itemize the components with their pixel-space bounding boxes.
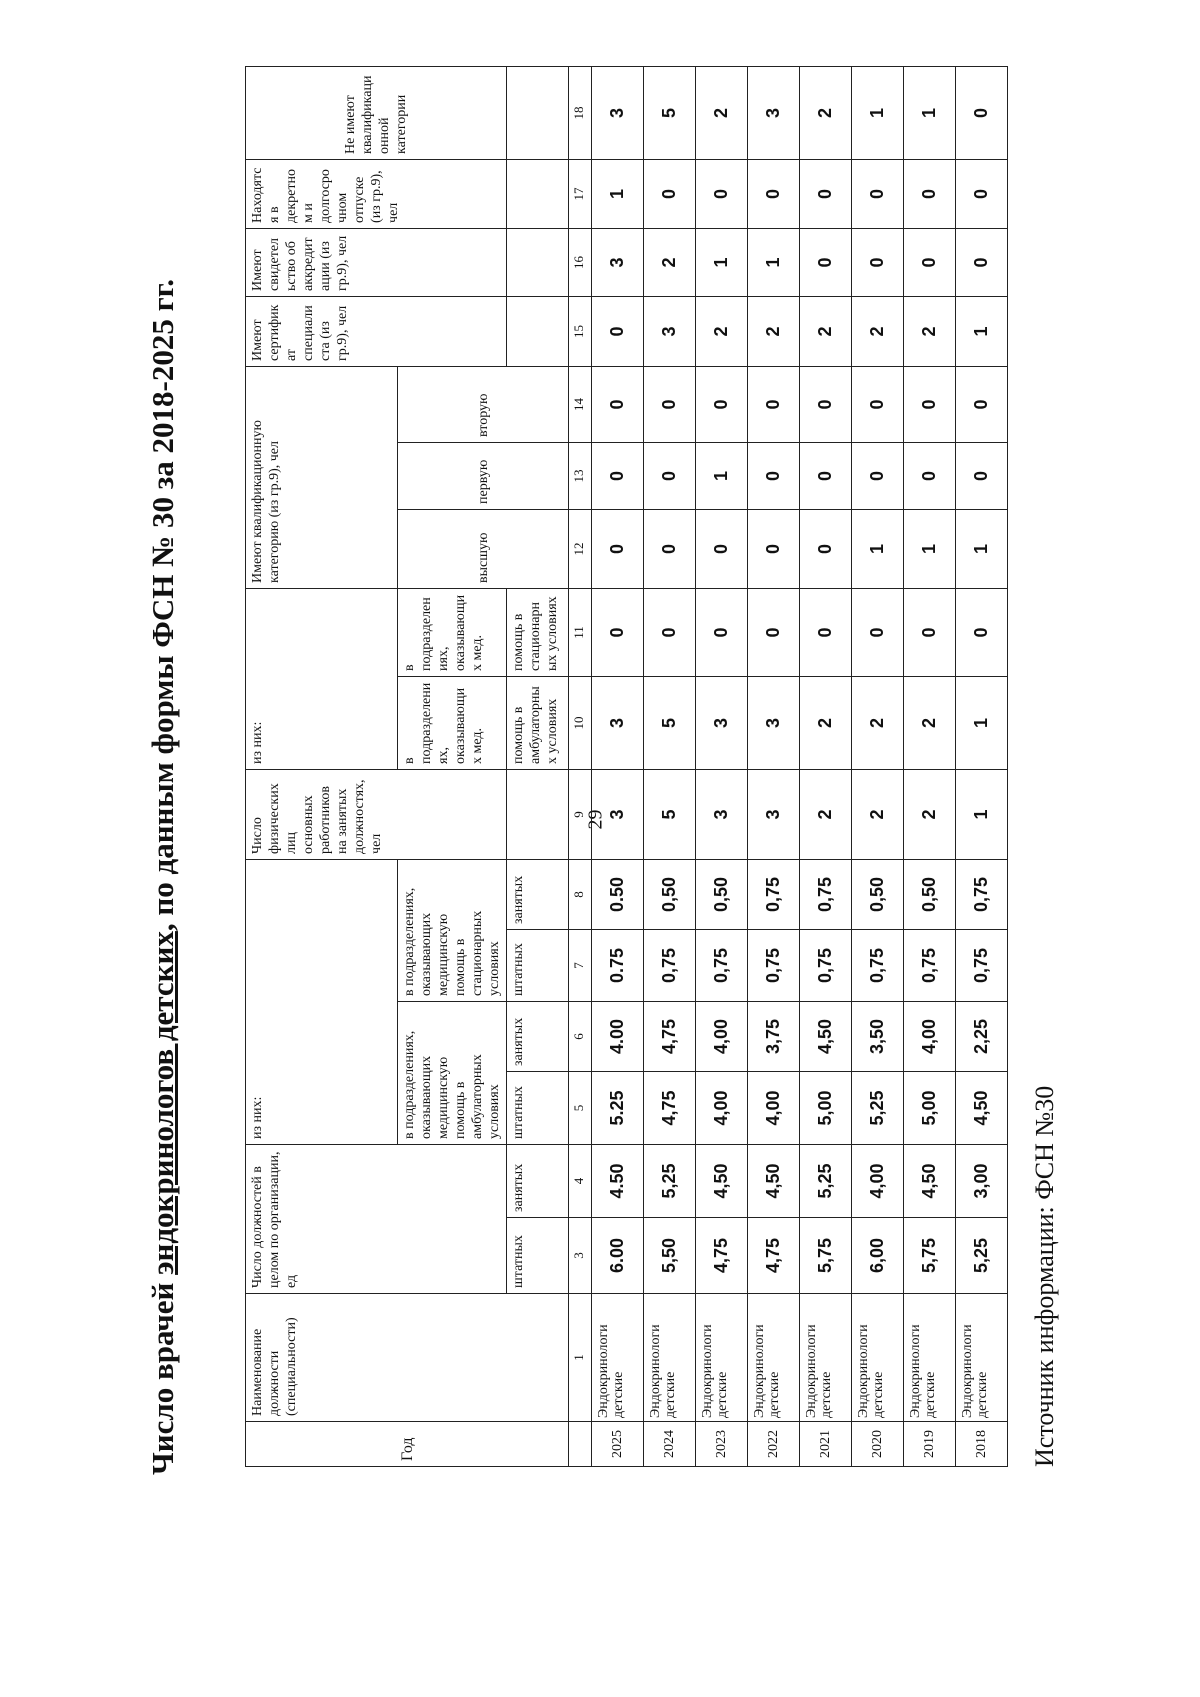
value-cell: 2 bbox=[644, 228, 696, 296]
value-cell: 0 bbox=[852, 366, 904, 442]
year-cell: 2018 bbox=[956, 1422, 1008, 1467]
value-cell: 1 bbox=[852, 509, 904, 588]
value-cell: 0,50 bbox=[696, 859, 748, 929]
column-number: 8 bbox=[569, 859, 592, 929]
value-cell: 5,00 bbox=[904, 1072, 956, 1145]
value-cell: 5,00 bbox=[800, 1072, 852, 1145]
header-of-them: из них: bbox=[246, 859, 398, 1144]
value-cell: 0,75 bbox=[800, 859, 852, 929]
value-cell: 0 bbox=[696, 159, 748, 228]
value-cell: 1 bbox=[696, 442, 748, 509]
value-cell: 0,75 bbox=[956, 930, 1008, 1002]
value-cell: 0,75 bbox=[956, 859, 1008, 929]
value-cell: 1 bbox=[904, 509, 956, 588]
value-cell: 0 bbox=[800, 228, 852, 296]
column-number: 4 bbox=[569, 1145, 592, 1218]
value-cell: 1 bbox=[956, 676, 1008, 769]
header-individuals-blank bbox=[507, 769, 569, 859]
value-cell: 0 bbox=[644, 159, 696, 228]
header-outpatient-units: в подразделениях, оказывающих медицинскую помощь в амбулаторных условиях bbox=[398, 1002, 507, 1145]
table-row bbox=[748, 66, 800, 1466]
header-certificate-blank bbox=[507, 296, 569, 366]
value-cell: 3 bbox=[748, 66, 800, 159]
header-leave-blank bbox=[507, 159, 569, 228]
column-number: 9 bbox=[569, 769, 592, 859]
specialty-cell: Эндокринологи детские bbox=[800, 1294, 852, 1422]
header-second: вторую bbox=[398, 366, 569, 442]
value-cell: 1 bbox=[696, 228, 748, 296]
column-number: 7 bbox=[569, 930, 592, 1002]
header-qualification: Имеют квалификационную категорию (из гр.9), чел bbox=[246, 366, 398, 588]
year-cell: 2023 bbox=[696, 1422, 748, 1467]
value-cell: 1 bbox=[956, 509, 1008, 588]
value-cell: 0 bbox=[644, 588, 696, 676]
column-number: 13 bbox=[569, 442, 592, 509]
header-outpatient-help: помощь в амбулаторных условиях bbox=[507, 676, 569, 769]
value-cell: 0 bbox=[696, 509, 748, 588]
value-cell: 0 bbox=[592, 366, 644, 442]
header-highest: высшую bbox=[398, 509, 569, 588]
value-cell: 0,50 bbox=[644, 859, 696, 929]
value-cell: 2,25 bbox=[956, 1002, 1008, 1072]
header-first: первую bbox=[398, 442, 569, 509]
value-cell: 0.50 bbox=[592, 859, 644, 929]
value-cell: 0,50 bbox=[904, 859, 956, 929]
header-staff-1: штатных bbox=[507, 1218, 569, 1294]
value-cell: 5,25 bbox=[956, 1218, 1008, 1294]
year-cell: 2024 bbox=[644, 1422, 696, 1467]
column-number: 3 bbox=[569, 1218, 592, 1294]
value-cell: 1 bbox=[592, 159, 644, 228]
value-cell: 0 bbox=[852, 588, 904, 676]
value-cell: 0 bbox=[800, 588, 852, 676]
table-row bbox=[852, 66, 904, 1466]
value-cell: 0 bbox=[644, 366, 696, 442]
value-cell: 5,50 bbox=[644, 1218, 696, 1294]
value-cell: 3 bbox=[592, 228, 644, 296]
header-no-category-blank bbox=[507, 66, 569, 159]
value-cell: 0 bbox=[748, 509, 800, 588]
value-cell: 0 bbox=[748, 442, 800, 509]
value-cell: 0 bbox=[852, 442, 904, 509]
header-in-units-2: в подразделениях, оказывающих мед. bbox=[398, 588, 507, 676]
value-cell: 5 bbox=[644, 769, 696, 859]
header-leave: Находятся в декретном и долгосрочном отпуске (из гр.9), чел bbox=[246, 159, 507, 228]
page-title bbox=[145, 167, 181, 1587]
header-year: Год bbox=[246, 1422, 569, 1467]
value-cell: 4,50 bbox=[696, 1145, 748, 1218]
value-cell: 0 bbox=[800, 509, 852, 588]
value-cell: 1 bbox=[748, 228, 800, 296]
value-cell: 2 bbox=[696, 296, 748, 366]
header-occupied-2: занятых bbox=[507, 1002, 569, 1072]
value-cell: 3 bbox=[592, 676, 644, 769]
header-in-units-1: в подразделениях, оказывающих мед. bbox=[398, 676, 507, 769]
column-number: 18 bbox=[569, 66, 592, 159]
header-certificate: Имеют сертификат специалиста (из гр.9), чел bbox=[246, 296, 507, 366]
value-cell: 5,25 bbox=[852, 1072, 904, 1145]
value-cell: 0 bbox=[956, 228, 1008, 296]
data-table bbox=[245, 66, 1008, 1467]
value-cell: 0 bbox=[904, 366, 956, 442]
value-cell: 0 bbox=[592, 442, 644, 509]
column-number: 11 bbox=[569, 588, 592, 676]
value-cell: 0 bbox=[956, 66, 1008, 159]
value-cell: 0 bbox=[852, 159, 904, 228]
value-cell: 3,50 bbox=[852, 1002, 904, 1072]
header-occupied-3: занятых bbox=[507, 859, 569, 929]
value-cell: 0 bbox=[904, 159, 956, 228]
value-cell: 0 bbox=[644, 442, 696, 509]
value-cell: 0 bbox=[592, 509, 644, 588]
value-cell: 5 bbox=[644, 66, 696, 159]
value-cell: 0 bbox=[904, 588, 956, 676]
value-cell: 1 bbox=[956, 769, 1008, 859]
value-cell: 0,75 bbox=[748, 930, 800, 1002]
header-accreditation-blank bbox=[507, 228, 569, 296]
value-cell: 4,75 bbox=[696, 1218, 748, 1294]
year-cell: 2021 bbox=[800, 1422, 852, 1467]
value-cell: 0 bbox=[696, 366, 748, 442]
year-cell: 2020 bbox=[852, 1422, 904, 1467]
value-cell: 2 bbox=[852, 296, 904, 366]
value-cell: 0 bbox=[904, 228, 956, 296]
page-number: 29 bbox=[584, 809, 607, 830]
value-cell: 2 bbox=[800, 769, 852, 859]
value-cell: 4,00 bbox=[696, 1072, 748, 1145]
value-cell: 5.25 bbox=[592, 1072, 644, 1145]
value-cell: 2 bbox=[852, 769, 904, 859]
value-cell: 2 bbox=[800, 66, 852, 159]
specialty-cell: Эндокринологи детские bbox=[644, 1294, 696, 1422]
value-cell: 0 bbox=[956, 159, 1008, 228]
value-cell: 2 bbox=[748, 296, 800, 366]
specialty-cell: Эндокринологи детские bbox=[748, 1294, 800, 1422]
value-cell: 4,50 bbox=[956, 1072, 1008, 1145]
value-cell: 5,25 bbox=[644, 1145, 696, 1218]
value-cell: 0.75 bbox=[592, 930, 644, 1002]
specialty-cell: Эндокринологи детские bbox=[904, 1294, 956, 1422]
column-number: 1 bbox=[569, 1294, 592, 1422]
value-cell: 4.00 bbox=[592, 1002, 644, 1072]
table-row bbox=[800, 66, 852, 1466]
column-number: 17 bbox=[569, 159, 592, 228]
value-cell: 3 bbox=[748, 676, 800, 769]
header-row-1 bbox=[246, 66, 398, 1466]
value-cell: 0 bbox=[800, 366, 852, 442]
header-staff-3: штатных bbox=[507, 930, 569, 1002]
column-number: 10 bbox=[569, 676, 592, 769]
table-row bbox=[592, 66, 644, 1466]
title-suffix: , по данным формы ФСН № 30 за 2018-2025 гг. bbox=[145, 279, 180, 932]
column-number-blank bbox=[569, 1422, 592, 1467]
value-cell: 0,75 bbox=[644, 930, 696, 1002]
value-cell: 4,00 bbox=[904, 1002, 956, 1072]
value-cell: 1 bbox=[904, 66, 956, 159]
header-positions-total: Число должностей в целом по организации, ед bbox=[246, 1145, 507, 1294]
value-cell: 5 bbox=[644, 676, 696, 769]
value-cell: 3 bbox=[748, 769, 800, 859]
column-number: 12 bbox=[569, 509, 592, 588]
specialty-cell: Эндокринологи детские bbox=[696, 1294, 748, 1422]
value-cell: 4,50 bbox=[748, 1145, 800, 1218]
header-inpatient-units: в подразделениях, оказывающих медицинскую помощь в стационарных условиях bbox=[398, 859, 507, 1001]
value-cell: 4,75 bbox=[644, 1072, 696, 1145]
value-cell: 4,75 bbox=[644, 1002, 696, 1072]
value-cell: 4,00 bbox=[852, 1145, 904, 1218]
value-cell: 6.00 bbox=[592, 1218, 644, 1294]
value-cell: 4,50 bbox=[800, 1002, 852, 1072]
value-cell: 2 bbox=[852, 676, 904, 769]
column-number: 14 bbox=[569, 366, 592, 442]
title-prefix: Число врачей bbox=[145, 1274, 180, 1476]
value-cell: 4,00 bbox=[696, 1002, 748, 1072]
value-cell: 3 bbox=[696, 769, 748, 859]
value-cell: 4,00 bbox=[748, 1072, 800, 1145]
table-row bbox=[956, 66, 1008, 1466]
value-cell: 0 bbox=[904, 442, 956, 509]
value-cell: 0,75 bbox=[696, 930, 748, 1002]
value-cell: 0 bbox=[800, 159, 852, 228]
header-of-them-2: из них: bbox=[246, 588, 398, 769]
source-note: Источник информации: ФСН №30 bbox=[1030, 1085, 1059, 1467]
value-cell: 0 bbox=[956, 442, 1008, 509]
value-cell: 0 bbox=[696, 588, 748, 676]
header-individuals: Число физических лиц основных работников на занятых должностях, чел bbox=[246, 769, 507, 859]
header-occupied-1: занятых bbox=[507, 1145, 569, 1218]
value-cell: 0 bbox=[748, 588, 800, 676]
value-cell: 0,75 bbox=[852, 930, 904, 1002]
value-cell: 0 bbox=[644, 509, 696, 588]
value-cell: 0 bbox=[956, 588, 1008, 676]
value-cell: 0,75 bbox=[800, 930, 852, 1002]
title-underlined: эндокринологов детских bbox=[145, 931, 180, 1275]
value-cell: 3 bbox=[592, 66, 644, 159]
header-row-3 bbox=[507, 66, 569, 1466]
value-cell: 4,50 bbox=[904, 1145, 956, 1218]
value-cell: 4,75 bbox=[748, 1218, 800, 1294]
column-number-row bbox=[569, 66, 592, 1466]
value-cell: 2 bbox=[800, 676, 852, 769]
column-number: 5 bbox=[569, 1072, 592, 1145]
year-cell: 2022 bbox=[748, 1422, 800, 1467]
value-cell: 3 bbox=[644, 296, 696, 366]
value-cell: 4.50 bbox=[592, 1145, 644, 1218]
value-cell: 1 bbox=[956, 296, 1008, 366]
value-cell: 0 bbox=[852, 228, 904, 296]
value-cell: 0 bbox=[592, 296, 644, 366]
table-row bbox=[644, 66, 696, 1466]
value-cell: 0 bbox=[800, 442, 852, 509]
year-cell: 2025 bbox=[592, 1422, 644, 1467]
value-cell: 2 bbox=[904, 676, 956, 769]
year-cell: 2019 bbox=[904, 1422, 956, 1467]
value-cell: 2 bbox=[904, 769, 956, 859]
specialty-cell: Эндокринологи детские bbox=[956, 1294, 1008, 1422]
value-cell: 0 bbox=[956, 366, 1008, 442]
value-cell: 0,50 bbox=[852, 859, 904, 929]
header-accreditation: Имеют свидетельство об аккредитации (из гр.9), чел bbox=[246, 228, 507, 296]
column-number: 15 bbox=[569, 296, 592, 366]
value-cell: 3,75 bbox=[748, 1002, 800, 1072]
table-row bbox=[696, 66, 748, 1466]
header-position: Наименование должности (специальности) bbox=[246, 1294, 569, 1422]
value-cell: 6,00 bbox=[852, 1218, 904, 1294]
value-cell: 0 bbox=[592, 588, 644, 676]
value-cell: 3 bbox=[592, 769, 644, 859]
header-inpatient-help: помощь в стационарных условиях bbox=[507, 588, 569, 676]
column-number: 6 bbox=[569, 1002, 592, 1072]
table-row bbox=[904, 66, 956, 1466]
value-cell: 5,75 bbox=[800, 1218, 852, 1294]
specialty-cell: Эндокринологи детские bbox=[852, 1294, 904, 1422]
value-cell: 2 bbox=[696, 66, 748, 159]
value-cell: 0 bbox=[748, 159, 800, 228]
column-number: 16 bbox=[569, 228, 592, 296]
value-cell: 1 bbox=[852, 66, 904, 159]
value-cell: 3,00 bbox=[956, 1145, 1008, 1218]
specialty-cell: Эндокринологи детские bbox=[592, 1294, 644, 1422]
value-cell: 2 bbox=[800, 296, 852, 366]
header-staff-2: штатных bbox=[507, 1072, 569, 1145]
value-cell: 5,75 bbox=[904, 1218, 956, 1294]
header-no-category: Не имеют квалификационной категории bbox=[246, 66, 507, 159]
value-cell: 0,75 bbox=[748, 859, 800, 929]
table-body bbox=[592, 66, 1008, 1466]
value-cell: 5,25 bbox=[800, 1145, 852, 1218]
value-cell: 0 bbox=[748, 366, 800, 442]
value-cell: 0,75 bbox=[904, 930, 956, 1002]
value-cell: 2 bbox=[904, 296, 956, 366]
value-cell: 3 bbox=[696, 676, 748, 769]
